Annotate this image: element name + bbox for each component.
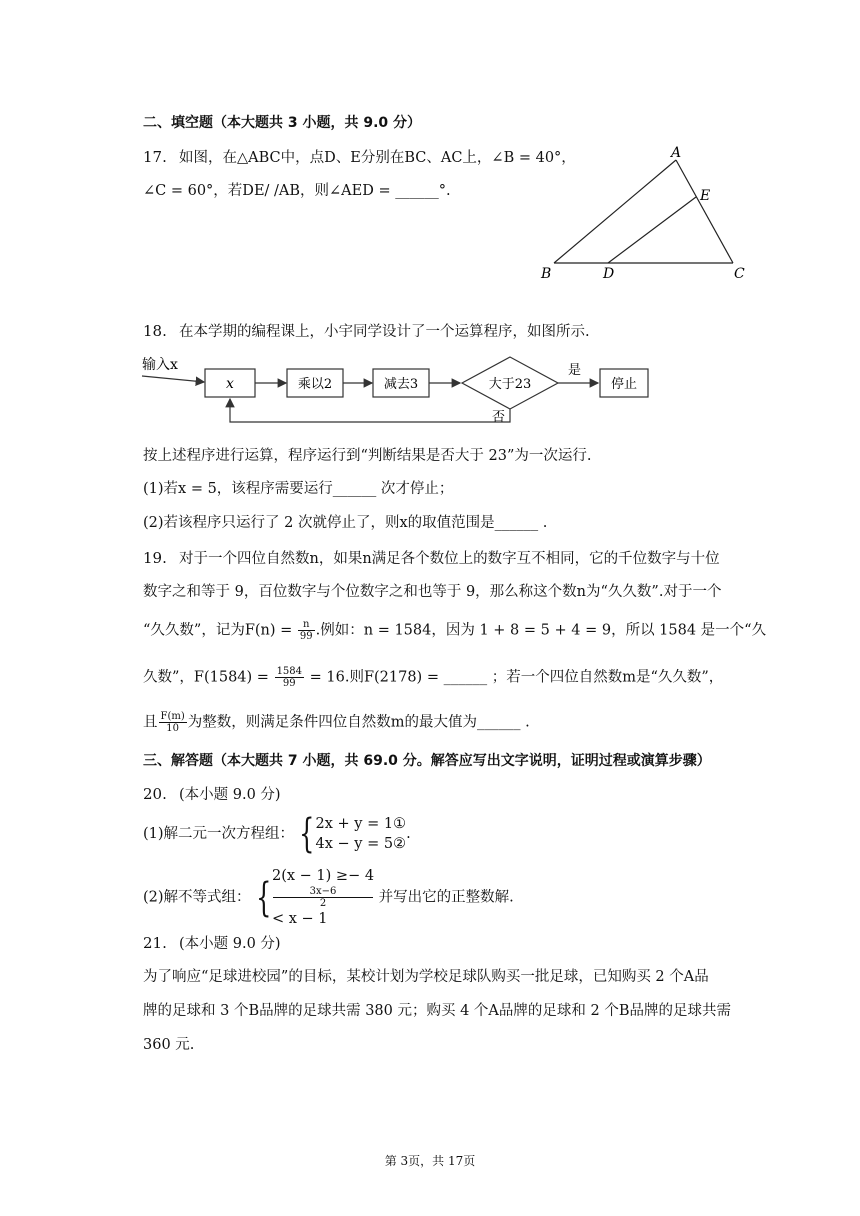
question-text: 如图，在△ABC中，点D、E分别在BC、AC上，∠B = 40°， bbox=[179, 150, 576, 166]
flow-no-label: 否 bbox=[492, 410, 506, 425]
question-18-desc: 按上述程序进行运算，程序运行到“判断结果是否大于 23”为一次运行. bbox=[143, 448, 592, 464]
text-segment: 为整数，则满足条件四位自然数m的最大值为______ . bbox=[187, 714, 530, 731]
question-18-intro bbox=[143, 321, 590, 342]
flow-arrow-input bbox=[142, 376, 204, 382]
question-19-line2: 数字之和等于 9，百位数字与个位数字之和也等于 9，那么称这个数n为“久久数”.对于一个 bbox=[143, 584, 722, 600]
fraction-numerator: F(m) bbox=[160, 711, 185, 722]
text-segment: . bbox=[406, 826, 411, 842]
question-number: 18. bbox=[143, 322, 167, 340]
flow-diamond-label: 大于23 bbox=[488, 377, 532, 392]
flow-box-multiply-label: 乘以2 bbox=[297, 377, 333, 392]
equation-1: 2x + y = 1① bbox=[315, 816, 407, 832]
flow-box-x-label: x bbox=[226, 376, 234, 392]
flowchart bbox=[140, 350, 660, 430]
question-21-header bbox=[143, 933, 281, 954]
text-segment: “久久数”，记为F(n) = bbox=[143, 622, 297, 639]
triangle-figure bbox=[538, 142, 754, 284]
label-a: A bbox=[671, 145, 682, 161]
fraction-numerator: 3x−6 bbox=[273, 886, 373, 898]
equation-system bbox=[316, 814, 407, 854]
question-20-header bbox=[143, 784, 281, 805]
question-21-line1: 为了响应“足球进校园”的目标，某校计划为学校足球队购买一批足球，已知购买 2 个A品 bbox=[143, 969, 709, 985]
question-score: (本小题 9.0 分) bbox=[179, 787, 281, 803]
question-18-part2: (2)若该程序只运行了 2 次就停止了，则x的取值范围是______ . bbox=[143, 515, 548, 531]
question-18-part1: (1)若x = 5，该程序需要运行______ 次才停止； bbox=[143, 481, 454, 497]
equation-2: 4x − y = 5② bbox=[315, 836, 407, 852]
text-segment: = 16.则F(2178) = ______ ；若一个四位自然数m是“久久数”， bbox=[305, 669, 724, 686]
text-segment: .例如：n = 1584，因为 1 + 8 = 5 + 4 = 9，所以 1584 是一个“久 bbox=[315, 622, 767, 639]
inequality-system bbox=[272, 866, 374, 929]
fraction-numerator: 1584 bbox=[276, 666, 303, 677]
label-d: D bbox=[603, 266, 615, 282]
brace-symbol: { bbox=[299, 811, 315, 857]
inequality-1: 2(x − 1) ≥− 4 bbox=[272, 868, 375, 884]
side-ac bbox=[676, 160, 733, 263]
question-score: (本小题 9.0 分) bbox=[179, 936, 281, 952]
question-number: 17. bbox=[143, 148, 167, 166]
fraction-denominator: 2 bbox=[319, 898, 327, 909]
label-e: E bbox=[700, 188, 711, 204]
section-heading-solutions: 三、解答题（本大题共 7 小题，共 69.0 分。解答应写出文字说明，证明过程或演算步骤） bbox=[143, 753, 711, 769]
fraction-fm-over-10 bbox=[159, 711, 187, 734]
question-number: 21. bbox=[143, 934, 167, 952]
question-20-part1 bbox=[143, 812, 411, 856]
fraction-denominator: 10 bbox=[166, 723, 179, 734]
fraction-1584-over-99 bbox=[275, 666, 304, 689]
flow-arrow-loop bbox=[230, 399, 510, 422]
fraction-numerator: n bbox=[298, 619, 315, 631]
text-segment: < x − 1 bbox=[272, 911, 328, 927]
question-19-line4 bbox=[143, 666, 723, 689]
fraction-n-over-99 bbox=[298, 619, 315, 642]
question-21-line3: 360 元. bbox=[143, 1037, 195, 1053]
text-segment: 且 bbox=[143, 714, 158, 731]
inequality-2 bbox=[272, 886, 374, 929]
question-17-line1 bbox=[143, 147, 576, 168]
question-number: 19. bbox=[143, 549, 167, 567]
fraction-denominator: 99 bbox=[282, 678, 296, 689]
question-text: 对于一个四位自然数n，如果n满足各个数位上的数字互不相同，它的千位数字与十位 bbox=[179, 551, 720, 567]
question-19-line5 bbox=[143, 711, 530, 734]
flow-box-stop-label: 停止 bbox=[610, 377, 638, 392]
label-b: B bbox=[541, 266, 552, 282]
question-20-part2 bbox=[143, 866, 514, 929]
side-ab bbox=[554, 160, 676, 263]
question-21-line2: 牌的足球和 3 个B品牌的足球共需 380 元；购买 4 个A品牌的足球和 2 个B品牌的足球共需 bbox=[143, 1003, 732, 1019]
fraction-denominator: 99 bbox=[299, 631, 313, 642]
label-c: C bbox=[734, 266, 745, 282]
section-heading-fill-in: 二、填空题（本大题共 3 小题，共 9.0 分） bbox=[143, 115, 422, 131]
flow-box-subtract-label: 减去3 bbox=[383, 377, 419, 392]
flow-input-label: 输入x bbox=[142, 357, 178, 373]
question-number: 20. bbox=[143, 785, 167, 803]
question-19-line3 bbox=[143, 619, 766, 642]
question-17-line2: ∠C = 60°，若DE/ /AB，则∠AED = ______°. bbox=[143, 183, 451, 199]
text-segment: 并写出它的正整数解. bbox=[378, 889, 514, 906]
flow-yes-label: 是 bbox=[568, 363, 582, 378]
question-19-line1 bbox=[143, 548, 720, 569]
page-footer: 第 3页，共 17页 bbox=[384, 1154, 476, 1168]
text-segment: 久数”，F(1584) = bbox=[143, 669, 274, 686]
text-segment: (2)解不等式组： bbox=[143, 889, 251, 906]
fraction-3x-6-over-2 bbox=[273, 886, 373, 909]
question-text: 在本学期的编程课上，小宇同学设计了一个运算程序，如图所示. bbox=[179, 324, 590, 340]
text-segment: (1)解二元一次方程组： bbox=[143, 826, 295, 842]
brace-symbol: { bbox=[255, 874, 271, 921]
